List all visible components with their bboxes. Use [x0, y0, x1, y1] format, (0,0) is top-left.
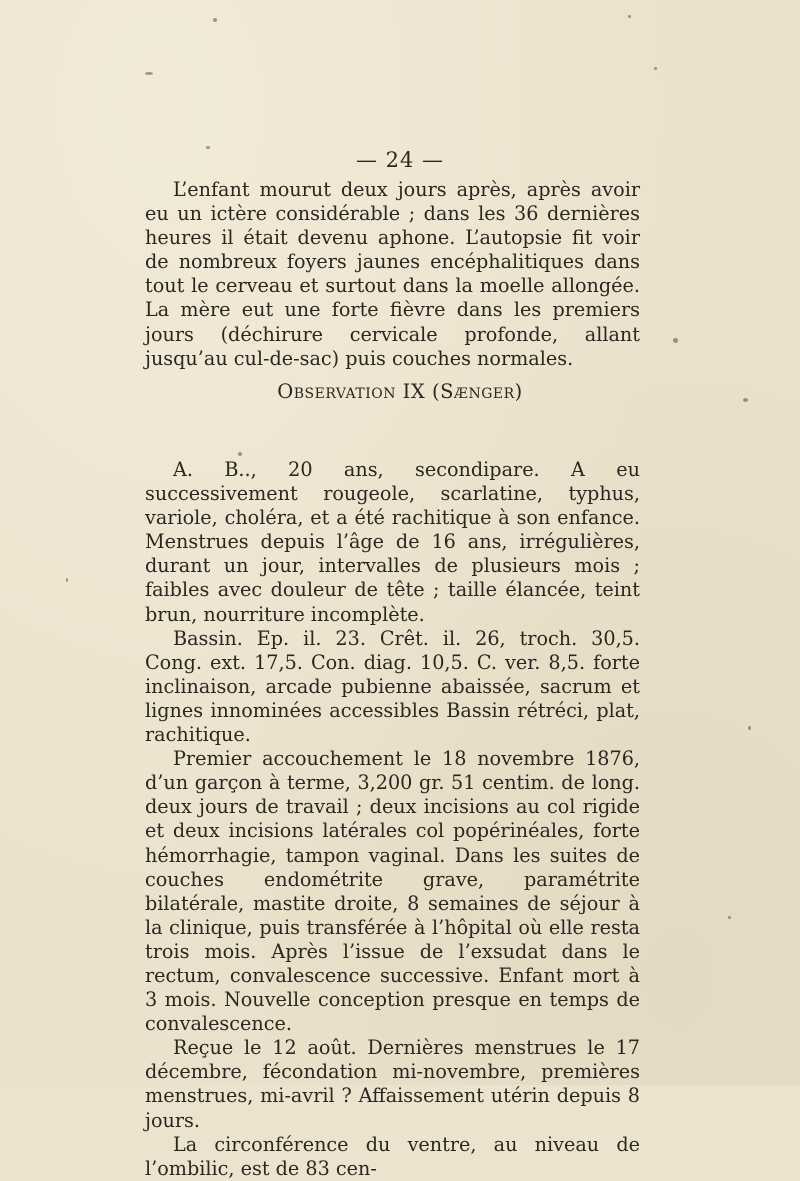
- observation-paragraph: Bassin. Ep. il. 23. Crêt. il. 26, troch. 30,5. Cong. ext. 17,5. Con. diag. 10,5. C. ver. 8,5. forte inclinaison, arcade pubienne abaissée, sacrum et lignes innominées accessibles Bassin rétréci, plat, rachitique.: [145, 626, 640, 747]
- observation-paragraph: A. B.., 20 ans, secondipare. A eu successivement rougeole, scarlatine, typhus, variole, choléra, et a été rachitique à son enfance. Menstrues depuis l’âge de 16 ans, irrégulières, durant un jour, intervalles de plusieurs mois ; faibles avec douleur de tête ; taille élancée, teint brun, nourriture incomplète.: [145, 458, 640, 626]
- paper-speck: [748, 726, 751, 730]
- paper-speck: [673, 338, 678, 343]
- observation-heading: Observation IX (Sænger): [277, 380, 523, 403]
- paper-speck: [213, 18, 217, 22]
- opening-paragraph: L’enfant mourut deux jours après, après avoir eu un ictère considérable ; dans les 36 dernières heures il était devenu aphone. L’autopsie fit voir de nombreux foyers jaunes encéphalitiques dans tout le cerveau et surtout dans la moelle allongée. La mère eut une forte fièvre dans les premiers jours (déchirure cervicale profonde, allant jusqu’au cul-de-sac) puis couches normales.: [145, 178, 640, 370]
- observation-paragraph: Reçue le 12 août. Dernières menstrues le 17 décembre, fécondation mi-novembre, premières menstrues, mi-avril ? Affaissement utérin depuis 8 jours.: [145, 1036, 640, 1132]
- paper-speck: [238, 452, 242, 456]
- paper-speck: [628, 15, 631, 18]
- opening-paragraph-block: [145, 178, 640, 371]
- observation-paragraph: Premier accouchement le 18 novembre 1876, d’un garçon à terme, 3,200 gr. 51 centim. de long. deux jours de travail ; deux incisions au col rigide et deux incisions latérales col popérinéales, forte hémorrhagie, tampon vaginal. Dans les suites de couches endométrite grave, paramétrite bilatérale, mastite droite, 8 semaines de séjour à la clinique, puis transférée à l’hôpital où elle resta trois mois. Après l’issue de l’exsudat dans le rectum, convalescence successive. Enfant mort à 3 mois. Nouvelle conception presque en temps de convalescence.: [145, 747, 640, 1036]
- paper-speck: [66, 578, 68, 582]
- paper-speck: [145, 72, 153, 75]
- observation-paragraph: La circonférence du ventre, au niveau de l’ombilic, est de 83 cen-: [145, 1132, 640, 1180]
- observation-body: [145, 458, 640, 1181]
- paper-speck: [654, 67, 657, 70]
- paper-speck: [728, 916, 731, 919]
- page-number: — 24 —: [355, 148, 445, 172]
